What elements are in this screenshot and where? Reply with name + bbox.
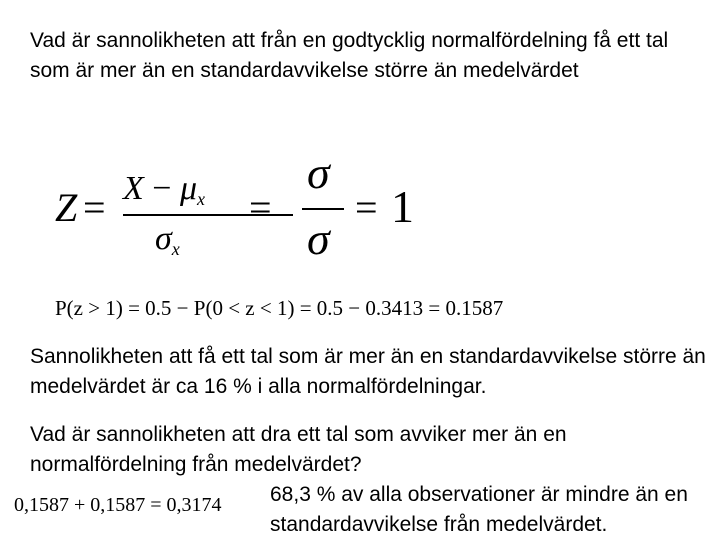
formula-z-symbol: Z (55, 185, 78, 230)
formula-result: 1 (391, 181, 414, 232)
answer-1-text: Sannolikheten att få ett tal som är mer än en standardavvikelse större än medelvärdet är ca 16 % i alla normalfördelningar. (30, 345, 706, 398)
probability-formula: P(z > 1) = 0.5 − P(0 < z < 1) = 0.5 − 0.3413 = 0.1587 (55, 296, 504, 320)
formula-denominator: $\sigma_x$ (155, 220, 180, 259)
z-score-formula (55, 147, 455, 290)
formula-equals-2: = (249, 185, 272, 230)
formula-equals-3: = (355, 185, 378, 230)
formula-equals-1: = (83, 185, 106, 230)
question-2-text: Vad är sannolikheten att dra ett tal som avviker mer än en normalfördelning från medelvärdet? (30, 423, 567, 476)
formula-numerator: $X - \mu_x$ (123, 170, 206, 209)
answer-2-text: 68,3 % av alla observationer är mindre än en standardavvikelse från medelvärdet. (270, 483, 688, 536)
question-1-text: Vad är sannolikheten att från en godtycklig normalfördelning få ett tal som är mer än en standardavvikelse större än medelvärdet (30, 29, 669, 82)
formula-fraction-bar-2 (302, 208, 344, 210)
sum-formula: 0,1587 + 0,1587 = 0,3174 (14, 494, 222, 516)
formula-sigma-denominator: σ (307, 213, 330, 264)
formula-sigma-numerator: σ (307, 147, 330, 198)
